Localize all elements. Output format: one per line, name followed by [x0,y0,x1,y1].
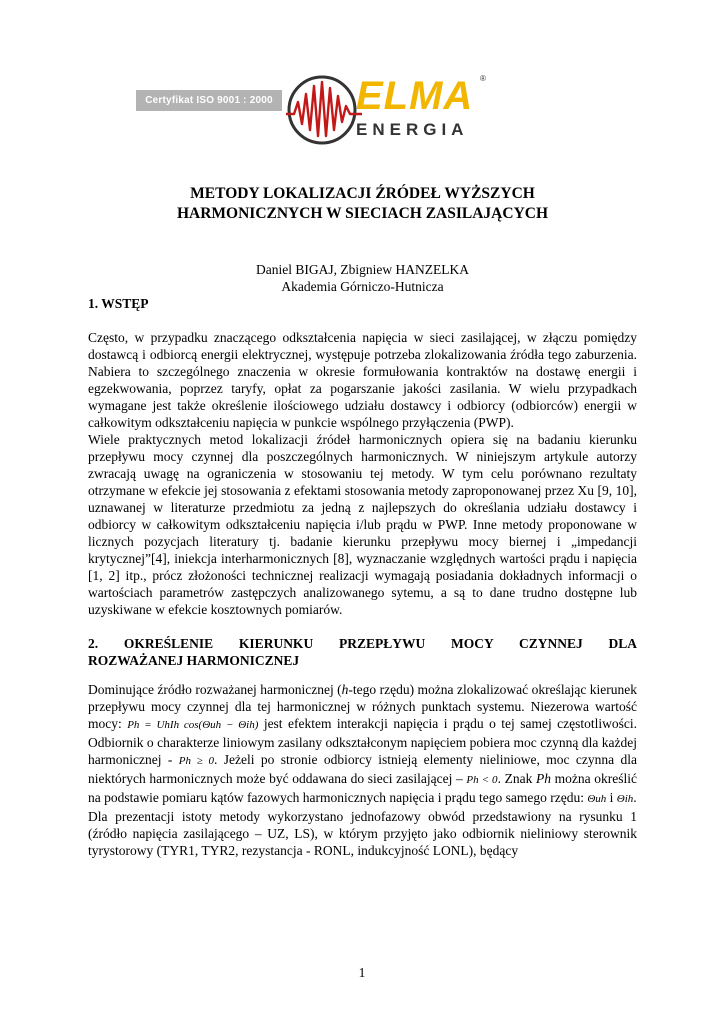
text-run: można określić na podstawie pomiaru kątów fazowych harmonicznych napięcia i prądu tego samego rzędu: [88,771,637,805]
logo-wordmark: ELMA [356,74,474,118]
text-run: . [633,790,637,805]
sine-wave-logo-icon [284,72,364,152]
author-block [88,261,637,295]
logo-subtitle: ENERGIA [356,120,469,139]
paper-title [88,184,637,224]
formula-voltage-angle: Θuh [587,793,607,805]
affiliation: Akademia Górniczo-Hutnicza [281,279,444,294]
title-line-2: HARMONICZNYCH W SIECIACH ZASILAJĄCYCH [176,205,549,222]
text-run: Dominujące źródło rozważanej harmonicznej ( [88,682,342,697]
elma-energia-logo [284,72,504,152]
authors: Daniel BIGAJ, Zbigniew HANZELKA [256,262,469,277]
text-run: -tego rzędu) można zlokalizować określając kierunek przepływu mocy czynnej dla tej harmonicznej w różnych punktach systemu. Niezerowa wartość mocy: [88,682,638,731]
text-run: i [606,790,617,805]
section-2-body [88,681,637,859]
section-1-paragraph-1: Często, w przypadku znaczącego odkształcenia napięcia w sieci zasilającej, w złączu pomiędzy dostawcą i odbiorcą energii elektrycznej, występuje potrzeba zlokalizowania źródła tego zaburzenia. Nabiera to szczególnego znaczenia w okresie formułowania kontraktów na dostawę energii i egzekwowania, poprzez taryfy, opłat za pogarszanie jakości zasilania. W wielu przypadkach wymagane jest także określenie ilościowego udziału dostawcy i odbiorcy (odbiorców) energii w całkowitym odkształceniu napięcia w punkcie wspólnego przyłączenia (PWP). [88,330,637,430]
formula-active-power: Ph = UhIh cos(Θuh − Θih) [127,719,259,731]
formula-current-angle: Θih [616,793,634,805]
formula-power-nonnegative: Ph ≥ 0 [178,755,215,767]
section-1-body [88,329,637,618]
page-header [0,0,724,160]
section-1-heading: 1. WSTĘP [88,296,149,311]
symbol-ph: Ph [535,771,551,786]
text-run: jest efektem interakcji napięcia i prądu o tej samej częstotliwości. Odbiornik o charakterze liniowym zasilany odkształconym napięciem pobiera moc czynną dla każdej harmonicznej - [88,716,637,767]
section-2-heading-line-1: 2. OKREŚLENIE KIERUNKU PRZEPŁYWU MOCY CZYNNEJ DLA [88,636,637,651]
title-line-1: METODY LOKALIZACJI ŹRÓDEŁ WYŻSZYCH [190,185,535,202]
page-number: 1 [358,965,366,980]
section-2-paragraph-2: Dla prezentacji istoty metody wykorzystano jednofazowy obwód przedstawiony na rysunku 1 (źródło napięcia zasilającego – UZ, LS), w którym przyjęto jako odbiornik nieliniowy sterownik tyrystorowy (TYR1, TYR2, rezystancja - RONL, indukcyjność LONL), będący [88,809,637,858]
section-2-heading-line-2: ROZWAŻANEJ HARMONICZNEJ [88,653,300,668]
paper-content [88,184,637,859]
iso-certificate-badge: Certyfikat ISO 9001 : 2000 [136,90,282,111]
formula-power-negative: Ph < 0 [466,774,498,786]
text-run: . Znak [497,771,536,786]
symbol-h: h [341,682,349,697]
section-2-paragraph-1 [88,681,637,808]
text-run: . Jeżeli po stronie odbiorcy istnieją elementy nieliniowe, moc czynna dla niektórych harmonicznych może być oddawana do sieci zasilającej – [88,752,637,786]
section-1-paragraph-2: Wiele praktycznych metod lokalizacji źródeł harmonicznych opiera się na badaniu kierunku przepływu mocy czynnej dla poszczególnych harmonicznych. W niniejszym artykule autorzy zwracają uwagę na ograniczenia w stosowaniu tej metody. W tym celu porównano rezultaty otrzymane w efekcie jej stosowania z efektami stosowania metody zaproponowanej przez Xu [9, 10], uznawanej w literaturze przedmiotu za jedną z najlepszych do określania udziału dostawcy i odbiorcy w całkowitym odkształceniu napięcia i/lub prądu w PWP. Inne metody proponowane w licznych pozycjach literatury tj. badanie kierunku przepływu mocy biernej i „impedancji krytycznej”[4], iniekcja interharmonicznych [8], wyznaczanie względnych wartości prądu i napięcia [1, 2] itp., prócz złożoności technicznej realizacji wymagają posiadania dokładnych informacji o wartościach parametrów zastępczych analizowanego sytemu, a są to dane trudno dostępne lub uzyskiwane w efekcie kosztownych pomiarów. [88,432,637,617]
registered-mark: ® [480,74,486,83]
section-2 [88,635,637,859]
